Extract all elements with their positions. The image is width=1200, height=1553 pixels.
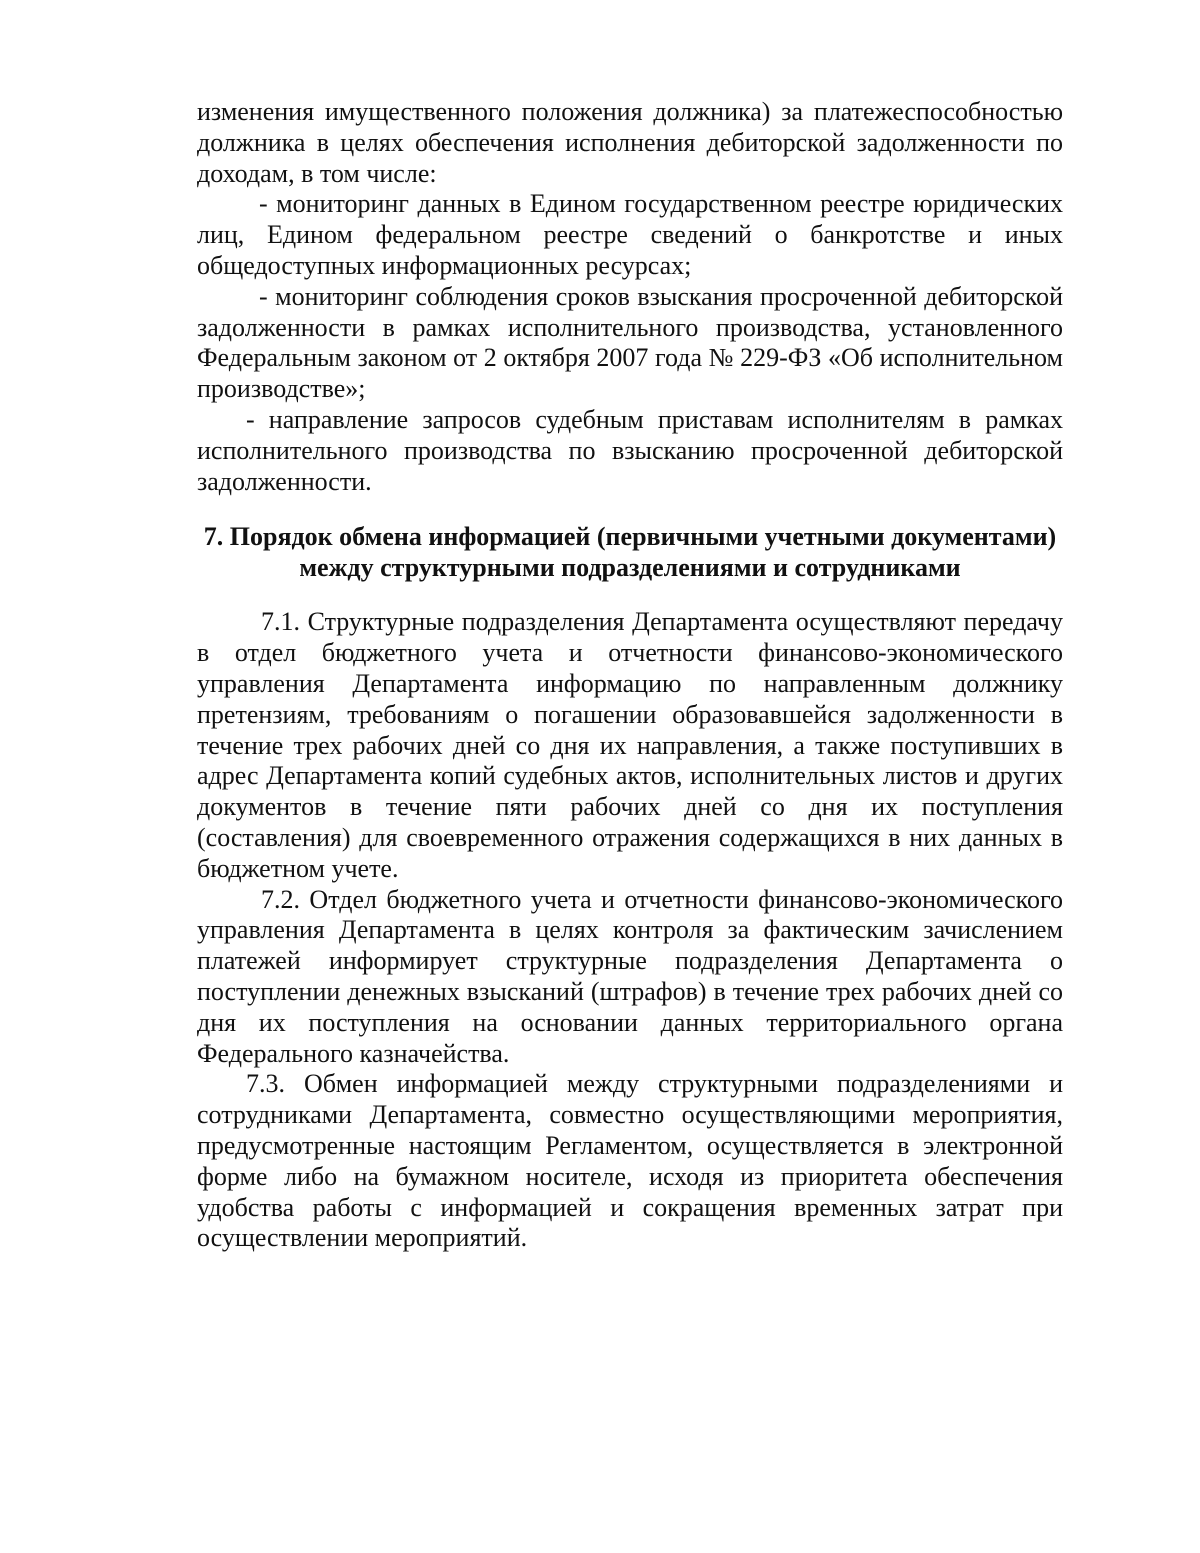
- section-7-heading-line1: 7. Порядок обмена информацией (первичными учетными документами): [203, 522, 1057, 552]
- document-page: [197, 97, 1063, 1254]
- bullet-bailiff-requests: - направление запросов судебным приставам исполнителям в рамках исполнительного производства по взысканию просроченной дебиторской задолженности.: [197, 404, 1063, 496]
- paragraph-7-3: 7.3. Обмен информацией между структурными подразделениями и сотрудниками Департамента, совместно осуществляющими мероприятия, предусмотренные настоящим Регламентом, осуществляется в электронной форме либо на бумажном носителе, исходя из приоритета обеспечения удобства работы с информацией и сокращения временных затрат при осуществлении мероприятий.: [197, 1069, 1063, 1253]
- bullet-egrul-monitoring: - мониторинг данных в Едином государственном реестре юридических лиц, Едином федеральном реестре сведений о банкротстве и иных общедоступных информационных ресурсах;: [197, 189, 1063, 280]
- section-7-heading: [197, 521, 1063, 583]
- section-7-heading-line2: между структурными подразделениями и сотрудниками: [299, 553, 961, 583]
- intro-paragraph: изменения имущественного положения должника) за платежеспособностью должника в целях обеспечения исполнения дебиторской задолженности по доходам, в том числе:: [197, 97, 1063, 188]
- paragraph-7-1: 7.1. Структурные подразделения Департамента осуществляют передачу в отдел бюджетного учета и отчетности финансово-экономического управления Департамента информацию по направленным должнику претензиям, требованиям о погашении образовавшейся задолженности в течение трех рабочих дней со дня их направления, а также поступивших в адрес Департамента копий судебных актов, исполнительных листов и других документов в течение пяти рабочих дней со дня их поступления (составления) для своевременного отражения содержащихся в них данных в бюджетном учете.: [197, 607, 1063, 883]
- paragraph-7-2: 7.2. Отдел бюджетного учета и отчетности финансово-экономического управления Департамента в целях контроля за фактическим зачислением платежей информирует структурные подразделения Департамента о поступлении денежных взысканий (штрафов) в течение трех рабочих дней со дня их поступления на основании данных территориального органа Федерального казначейства.: [197, 884, 1063, 1068]
- bullet-deadline-monitoring: - мониторинг соблюдения сроков взыскания просроченной дебиторской задолженности в рамках исполнительного производства, установленного Федеральным законом от 2 октября 2007 года № 229-ФЗ «Об исполнительном производстве»;: [197, 281, 1063, 404]
